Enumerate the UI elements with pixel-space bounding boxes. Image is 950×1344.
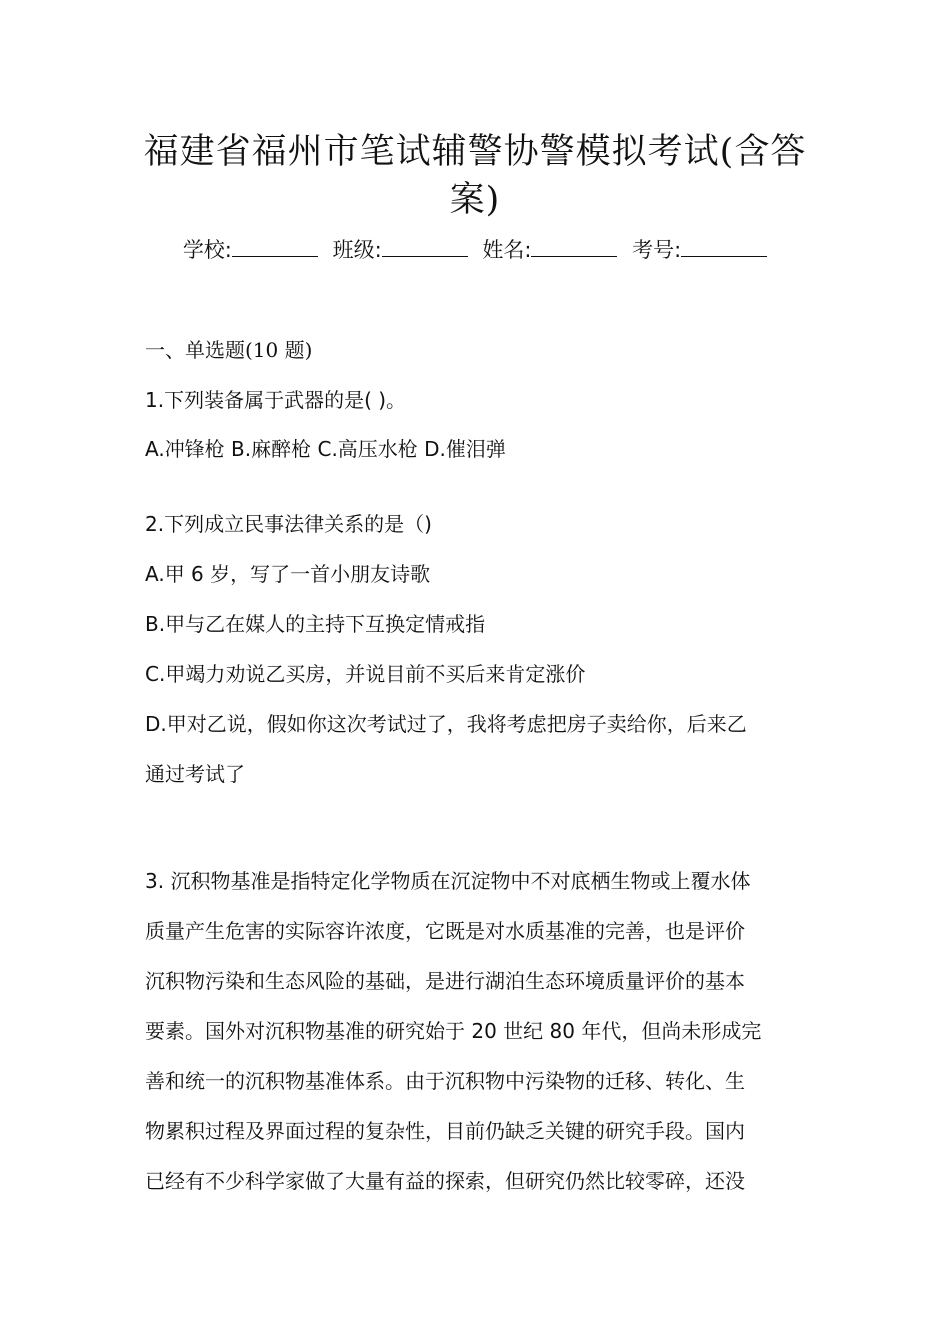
passage-line: 要素。国外对沉积物基准的研究始于 20 世纪 80 年代，但尚未形成完 <box>145 1019 762 1043</box>
document-title <box>130 128 820 224</box>
exam-number-label: 考号: <box>632 238 682 262</box>
school-label: 学校: <box>182 238 232 262</box>
passage-line: 3. 沉积物基准是指特定化学物质在沉淀物中不对底栖生物或上覆水体 <box>145 869 751 893</box>
question-3-passage <box>145 856 810 1206</box>
student-info-line <box>60 234 890 266</box>
passage-line: 已经有不少科学家做了大量有益的探索，但研究仍然比较零碎，还没 <box>145 1169 745 1193</box>
title-line-1: 福建省福州市笔试辅警协警模拟考试(含答 <box>143 132 807 172</box>
class-blank <box>382 236 468 257</box>
school-field <box>183 234 318 266</box>
question-2-option-d: D.甲对乙说，假如你这次考试过了，我将考虑把房子卖给你，后来乙 <box>145 712 747 736</box>
name-field <box>482 234 617 266</box>
passage-line: 善和统一的沉积物基准体系。由于沉积物中污染物的迁移、转化、生 <box>145 1069 745 1093</box>
question-1-options: A.冲锋枪 B.麻醉枪 C.高压水枪 D.催泪弹 <box>145 437 506 461</box>
name-label: 姓名: <box>482 238 532 262</box>
question-1-stem: 1.下列装备属于武器的是( )。 <box>145 388 407 412</box>
exam-number-blank <box>681 236 767 257</box>
question-2-option-b: B.甲与乙在媒人的主持下互换定情戒指 <box>145 612 486 636</box>
class-label: 班级: <box>332 238 382 262</box>
name-blank <box>531 236 617 257</box>
passage-line: 质量产生危害的实际容许浓度，它既是对水质基准的完善，也是评价 <box>145 919 745 943</box>
passage-line: 物累积过程及界面过程的复杂性，目前仍缺乏关键的研究手段。国内 <box>145 1119 745 1143</box>
class-field <box>333 234 468 266</box>
question-2-option-c: C.甲竭力劝说乙买房，并说目前不买后来肯定涨价 <box>145 662 586 686</box>
question-2-option-a: A.甲 6 岁，写了一首小朋友诗歌 <box>145 562 431 586</box>
question-2-stem: 2.下列成立民事法律关系的是（) <box>145 512 432 536</box>
exam-number-field <box>632 234 767 266</box>
question-2-option-d-continued: 通过考试了 <box>145 762 245 786</box>
school-blank <box>232 236 318 257</box>
section-heading: 一、单选题(10 题) <box>145 338 313 362</box>
title-line-2: 案) <box>449 180 501 220</box>
passage-line: 沉积物污染和生态风险的基础，是进行湖泊生态环境质量评价的基本 <box>145 969 745 993</box>
